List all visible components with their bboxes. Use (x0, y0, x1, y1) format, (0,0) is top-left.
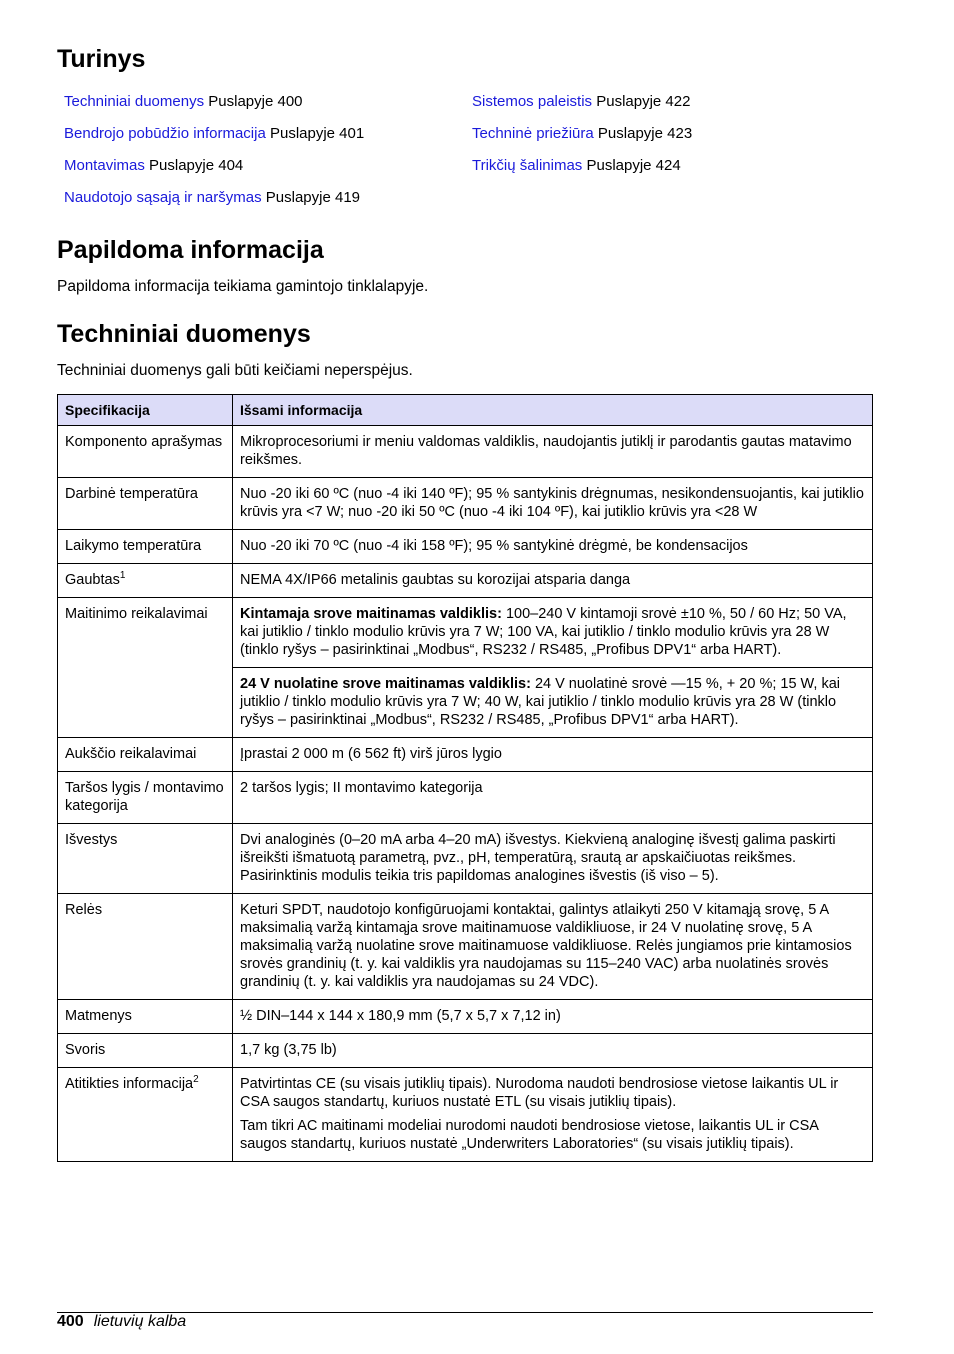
details-segment (233, 667, 872, 737)
details-text: Tam tikri AC maitinami modeliai nurodomi naudoti bendrosiose vietose, laikantis UL ir CSA saugos standartų, kuriuos nustatė „Underwriters Laboratories“ (su visais jutiklių tipais). (240, 1118, 819, 1152)
spec-cell: Komponento aprašymas (58, 426, 233, 478)
table-row (58, 824, 873, 894)
details-cell: 1,7 kg (3,75 lb) (233, 1034, 873, 1068)
spec-cell: Aukščio reikalavimai (58, 738, 233, 772)
page-number: 400 (57, 1313, 84, 1330)
toc-heading: Turinys (57, 45, 146, 73)
toc-link[interactable]: Montavimas (64, 157, 145, 174)
table-header-row (58, 395, 873, 426)
spec-cell: Maitinimo reikalavimai (58, 598, 233, 738)
spec-label: Atitikties informacija (65, 1076, 194, 1092)
toc-page-ref: Puslapyje 423 (597, 125, 693, 142)
tech-data-heading: Techniniai duomenys (57, 320, 311, 348)
spec-cell (58, 564, 233, 598)
details-cell (233, 1068, 873, 1162)
spec-cell (58, 1068, 233, 1162)
toc-column-left (64, 93, 364, 221)
spec-cell: Išvestys (58, 824, 233, 894)
toc-link[interactable]: Techniniai duomenys (64, 93, 205, 110)
toc-item (472, 125, 692, 157)
toc-item (64, 189, 364, 221)
details-text: 24 V nuolatinė srovė —15 %, + 20 %; 15 W, kai jutiklio / tinklo modulio krūvis yra 7 W; 40 W, kai jutiklio / tinklo modulio krūvis yra 28 W (tinklo ryšys – pasirinktinai „Modbus“, RS232 / RS485, „Profibus DPV1“ arba HART). (240, 676, 841, 728)
page-footer (57, 1313, 186, 1331)
spec-cell: Svoris (58, 1034, 233, 1068)
details-cell: Keturi SPDT, naudotojo konfigūruojami kontaktai, galintys atlaikyti 250 V kitamąją srovę, 5 A maksimalią varžą kintamąja srove maitinamuose valdikliuose, ir 24 V nuolatinę srovę, 5 A maksimalią varžą nuolatine srove maitinamuose valdikliuose. Relės jungiamos prie kintamosios srovės grandinių (t. y. kai valdiklis yra naudojamas su 115–240 VAC) arba nuolatinės srovės grandinių (t. y. kai valdiklis yra naudojamas su 24 VDC). (233, 894, 873, 1000)
toc-item (64, 157, 364, 189)
details-cell: Nuo -20 iki 70 ºC (nuo -4 iki 158 ºF); 95 % santykinė drėgmė, be kondensacijos (233, 530, 873, 564)
toc-column-right (472, 93, 692, 189)
spec-cell: Relės (58, 894, 233, 1000)
table-row (58, 478, 873, 530)
details-segment (233, 598, 872, 667)
toc-page-ref: Puslapyje 419 (265, 189, 360, 206)
toc-page-ref: Puslapyje 401 (269, 125, 365, 142)
toc-page-ref: Puslapyje 422 (596, 93, 691, 110)
details-cell (233, 598, 873, 738)
table-row (58, 738, 873, 772)
tech-data-text: Techniniai duomenys gali būti keičiami neperspėjus. (57, 362, 413, 379)
toc-link[interactable]: Naudotojo sąsają ir naršymas (64, 189, 262, 206)
bold-lead: Kintamaja srove maitinamas valdiklis: (240, 606, 502, 622)
table-row (58, 1068, 873, 1162)
table-row (58, 1000, 873, 1034)
details-cell: NEMA 4X/IP66 metalinis gaubtas su korozijai atsparia danga (233, 564, 873, 598)
toc-item (472, 93, 692, 125)
spec-cell: Laikymo temperatūra (58, 530, 233, 564)
toc-link[interactable]: Trikčių šalinimas (472, 157, 583, 174)
details-text: 100–240 V kintamoji srovė ±10 %, 50 / 60 Hz; 50 VA, kai jutiklio / tinklo modulio krūvis yra 7 W; 100 VA, kai jutiklio / tinklo modulio krūvis yra 28 W (tinklo ryšys – pasirinktinai „Modbus“, RS232 / RS485, „Profibus DPV1“ arba HART). (240, 606, 847, 658)
table-row (58, 598, 873, 738)
toc-page-ref: Puslapyje 400 (208, 93, 303, 110)
additional-info-heading: Papildoma informacija (57, 236, 324, 264)
toc-item (64, 93, 364, 125)
toc-link[interactable]: Bendrojo pobūdžio informacija (64, 125, 266, 142)
details-cell: 2 taršos lygis; II montavimo kategorija (233, 772, 873, 824)
bold-lead: 24 V nuolatine srove maitinamas valdiklis: (240, 676, 531, 692)
column-header-details: Išsami informacija (233, 395, 873, 426)
table-row (58, 564, 873, 598)
table-row (58, 1034, 873, 1068)
details-cell: Dvi analoginės (0–20 mA arba 4–20 mA) išvestys. Kiekvieną analoginę išvestį galima paskirti išreikšti išmatuotą parametrą, pvz., pH, temperatūrą, srautą ar apskaičiuotas reikšmes. Pasirinktinis modulis teikia tris papildomas analogines išvestis (iš viso – 5). (233, 824, 873, 894)
details-cell: ½ DIN–144 x 144 x 180,9 mm (5,7 x 5,7 x 7,12 in) (233, 1000, 873, 1034)
toc-page-ref: Puslapyje 424 (586, 157, 681, 174)
table-row (58, 426, 873, 478)
specifications-table (57, 394, 873, 1162)
table-row (58, 894, 873, 1000)
details-cell: Mikroprocesoriumi ir meniu valdomas valdiklis, naudojantis jutiklį ir parodantis gautas matavimo reikšmes. (233, 426, 873, 478)
details-text: Patvirtintas CE (su visais jutiklių tipais). Nurodoma naudoti bendrosiose vietose laikantis UL ir CSA saugos standartų, kuriuos nustatė ETL (su visais jutiklių tipais). (240, 1076, 839, 1110)
additional-info-text: Papildoma informacija teikiama gamintojo tinklalapyje. (57, 278, 429, 295)
footer-language: lietuvių kalba (93, 1313, 187, 1330)
footnote-marker: 2 (193, 1074, 199, 1086)
toc-link[interactable]: Sistemos paleistis (472, 93, 593, 110)
table-row (58, 772, 873, 824)
toc-link[interactable]: Techninė priežiūra (472, 125, 594, 142)
spec-cell: Darbinė temperatūra (58, 478, 233, 530)
table-row (58, 530, 873, 564)
spec-label: Gaubtas (65, 572, 120, 588)
column-header-spec: Specifikacija (58, 395, 233, 426)
spec-cell: Matmenys (58, 1000, 233, 1034)
details-cell: Nuo -20 iki 60 ºC (nuo -4 iki 140 ºF); 95 % santykinis drėgnumas, nesikondensuojantis, kai jutiklio krūvis yra <7 W; nuo -20 iki 50 ºC (nuo -4 iki 104 ºF), kai jutiklio krūvis yra <28 W (233, 478, 873, 530)
toc-page-ref: Puslapyje 404 (149, 157, 244, 174)
footnote-marker: 1 (119, 570, 126, 582)
spec-cell: Taršos lygis / montavimo kategorija (58, 772, 233, 824)
details-cell: Įprastai 2 000 m (6 562 ft) virš jūros lygio (233, 738, 873, 772)
toc-item (472, 157, 692, 189)
toc-item (64, 125, 364, 157)
